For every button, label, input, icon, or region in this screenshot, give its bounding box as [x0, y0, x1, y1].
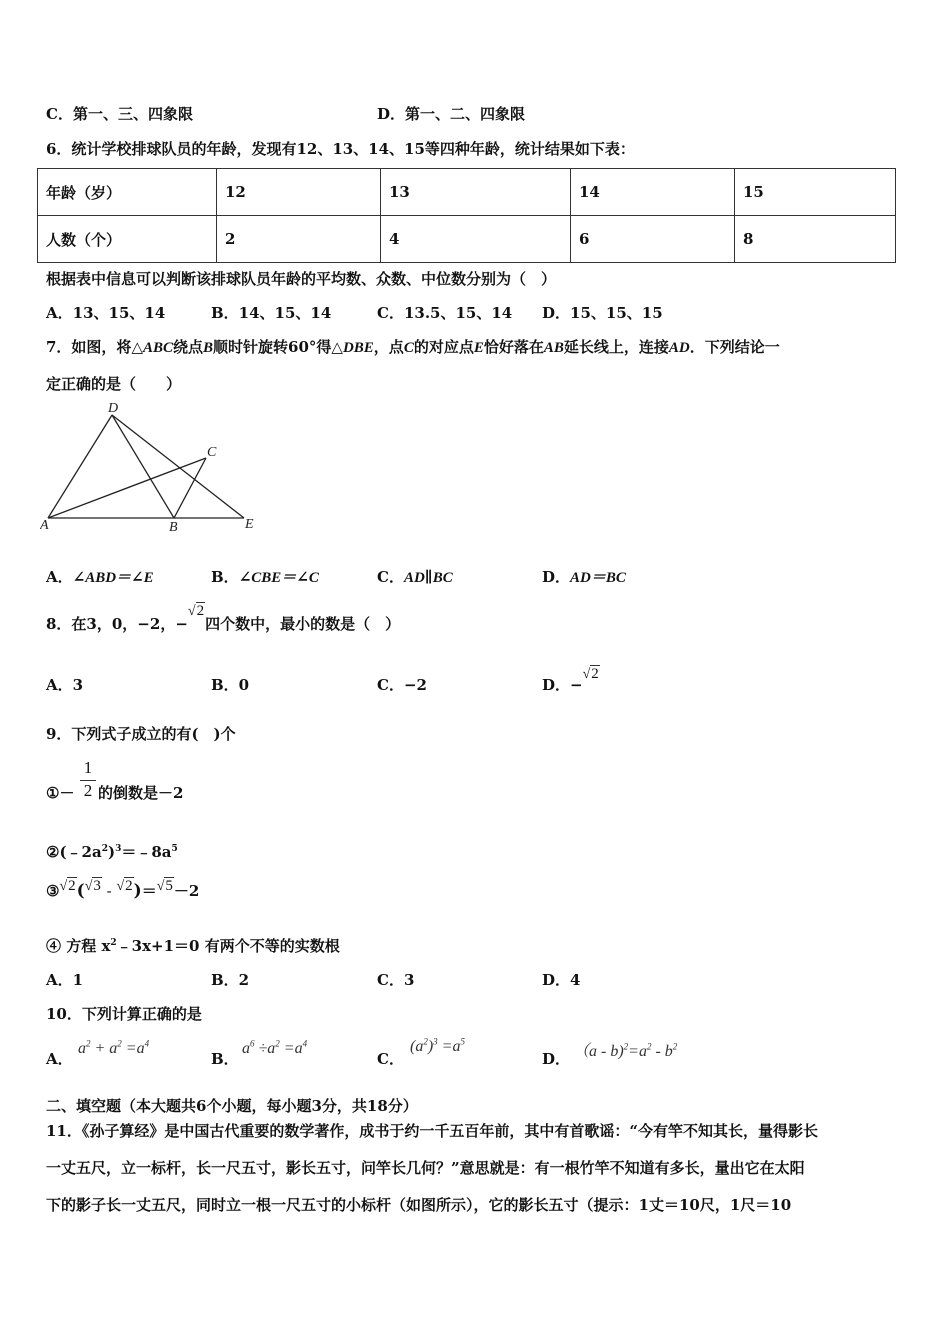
sqrt-expression — [583, 666, 600, 683]
radical-sign: √ — [582, 667, 591, 682]
sqrt-expression — [116, 878, 133, 895]
q9-fraction — [80, 758, 96, 801]
text: ④ 方程 x — [46, 937, 111, 955]
text: ﹣3x+1＝0 有两个不等的实数根 — [116, 937, 340, 955]
q7-option-a — [46, 566, 154, 587]
option-letter: B． — [211, 568, 239, 586]
text: ②(﹣2a — [46, 843, 102, 861]
q10-option-a-label: A． — [46, 1050, 73, 1068]
radical-sign: √ — [187, 604, 196, 619]
q10-option-a-formula: $a^2 + a^2 =a^4$ — [78, 1038, 150, 1057]
text: 恰好落在 — [483, 338, 544, 356]
radicand: 3 — [93, 878, 101, 894]
text: ③ — [46, 882, 60, 900]
open-paren: ( — [76, 881, 85, 901]
table-row — [38, 216, 896, 263]
q11-line-1: 11．《孙子算经》是中国古代重要的数学著作，成书于约一千五百年前，其中有首歌谣：“今有竿不知其长，量得影长 — [46, 1122, 819, 1140]
q7-geometry-figure — [40, 398, 262, 538]
math-text: B — [203, 340, 214, 356]
math-text: AD — [668, 340, 690, 356]
q10-option-c-formula: $(a^2)^3 =a^5$ — [410, 1036, 465, 1055]
q6-stem: 6．统计学校排球队员的年龄，发现有12、13、14、15等四种年龄，统计结果如下表： — [46, 140, 635, 158]
table-cell: 6 — [571, 216, 735, 263]
q9-statement-1-prefix: ①－ — [46, 784, 75, 802]
table-cell: 4 — [381, 216, 571, 263]
q9-option-b: B．2 — [211, 971, 250, 989]
segment-ac — [48, 458, 206, 518]
table-cell: 12 — [217, 169, 381, 216]
exponent: 5 — [171, 844, 178, 854]
text: －2 — [173, 882, 200, 900]
text: ．下列结论一 — [689, 338, 780, 356]
option-letter: C． — [377, 568, 404, 586]
segment-ad — [48, 415, 112, 518]
q6-option-d: D．15、15、15 — [542, 304, 663, 322]
text: 的对应点 — [413, 338, 474, 356]
q8-stem — [46, 603, 401, 634]
math-text: E — [473, 340, 484, 356]
q7-stem — [46, 336, 780, 357]
radicand: 2 — [196, 603, 205, 619]
fraction-denominator: 2 — [80, 780, 96, 801]
q10-option-d-formula: $(a - b)^2=a^2 - b^2$ — [573, 1041, 678, 1060]
math-text: AB — [543, 340, 564, 356]
q5-option-c: C．第一、三、四象限 — [46, 105, 193, 123]
q8-option-a: A．3 — [46, 676, 84, 694]
q11-line-3: 下的影子长一丈五尺，同时立一根一尺五寸的小标杆（如图所示），它的影长五寸（提示：1丈＝10尺，1尺＝10 — [46, 1196, 792, 1214]
close-paren: ) — [133, 881, 142, 901]
radical-sign: √ — [84, 879, 93, 894]
option-text: ∠ABD＝∠E — [72, 570, 154, 586]
section-2-title: 二、填空题（本大题共6个小题，每小题3分，共18分） — [46, 1097, 418, 1115]
option-text: D．− — [542, 676, 583, 694]
q10-stem: 10．下列计算正确的是 — [46, 1005, 202, 1023]
exponent: 3 — [115, 844, 122, 854]
table-cell: 2 — [217, 216, 381, 263]
math-text: ABC — [142, 340, 173, 356]
math-text: C — [403, 340, 414, 356]
sqrt-expression — [188, 603, 205, 620]
sqrt-expression — [85, 878, 102, 895]
table-cell: 8 — [735, 216, 896, 263]
text: 顺时针旋转60°得△ — [213, 338, 343, 356]
q9-statement-2 — [46, 841, 178, 862]
minus-sign: - — [101, 882, 117, 900]
equals-sign: ＝ — [141, 882, 157, 900]
q6-option-c: C．13.5、15、14 — [377, 304, 513, 322]
text: ，点 — [373, 338, 404, 356]
option-text: ∠CBE＝∠C — [238, 570, 319, 586]
segment-db — [112, 415, 174, 518]
exponent: 2 — [101, 844, 108, 854]
q7-option-b — [211, 566, 319, 587]
radical-sign: √ — [156, 879, 165, 894]
q7-option-c — [377, 566, 453, 587]
q10-option-b-label: B． — [211, 1050, 239, 1068]
radicand: 5 — [165, 878, 173, 894]
math-text: DBE — [342, 340, 374, 356]
radicand: 2 — [68, 878, 76, 894]
table-cell: 13 — [381, 169, 571, 216]
fraction-numerator: 1 — [83, 758, 93, 777]
exponent: 2 — [110, 938, 117, 948]
text: ) — [107, 843, 116, 861]
q6-question: 根据表中信息可以判断该排球队员年龄的平均数、众数、中位数分别为（ ） — [46, 270, 557, 288]
q6-option-b: B．14、15、14 — [211, 304, 332, 322]
table-cell: 14 — [571, 169, 735, 216]
text: 绕点 — [173, 338, 204, 356]
option-letter: D． — [542, 568, 571, 586]
q10-option-c-label: C． — [377, 1050, 404, 1068]
q9-statement-4 — [46, 935, 340, 956]
text: 延长线上，连接 — [563, 338, 669, 356]
option-letter: A． — [46, 568, 73, 586]
text: 四个数中，最小的数是（ ） — [205, 615, 401, 633]
table-cell: 15 — [735, 169, 896, 216]
text: ＝﹣8a — [121, 843, 172, 861]
q7-option-d — [542, 566, 626, 587]
radical-sign: √ — [116, 879, 125, 894]
q9-statement-3 — [46, 880, 199, 901]
q9-option-c: C．3 — [377, 971, 415, 989]
table-row — [38, 169, 896, 216]
radicand: 2 — [125, 878, 133, 894]
table-cell: 年龄（岁） — [38, 169, 217, 216]
label-a: A — [40, 518, 49, 533]
label-b: B — [169, 520, 178, 535]
q5-option-d: D．第一、二、四象限 — [377, 105, 526, 123]
q10-option-d-label: D． — [542, 1050, 571, 1068]
segment-de — [112, 415, 244, 518]
q9-stem: 9．下列式子成立的有( )个 — [46, 725, 236, 743]
label-d: D — [108, 401, 119, 416]
label-c: C — [207, 445, 217, 460]
sqrt-expression — [157, 878, 174, 895]
q9-option-d: D．4 — [542, 971, 581, 989]
q9-statement-1-suffix: 的倒数是－2 — [98, 784, 184, 802]
option-text: AD∥BC — [403, 570, 453, 586]
radicand: 2 — [591, 666, 599, 682]
q8-option-b: B．0 — [211, 676, 250, 694]
sqrt-expression — [59, 878, 76, 895]
text: 7．如图，将△ — [46, 338, 143, 356]
q10-option-b-formula: $a^6 \div a^2 =a^4$ — [242, 1038, 308, 1057]
radical-sign: √ — [59, 879, 68, 894]
q6-option-a: A．13、15、14 — [46, 304, 166, 322]
table-cell: 人数（个） — [38, 216, 217, 263]
option-text: AD＝BC — [570, 570, 626, 586]
q11-line-2: 一丈五尺，立一标杆，长一尺五寸，影长五寸，问竿长几何？”意思就是：有一根竹竿不知道有多长，量出它在太阳 — [46, 1159, 805, 1177]
text: 8．在3，0，−2，− — [46, 615, 188, 633]
q6-age-table — [37, 168, 896, 263]
label-e: E — [245, 517, 254, 532]
q9-option-a: A．1 — [46, 971, 84, 989]
q8-option-d — [542, 666, 600, 695]
q7-stem-line2: 定正确的是（ ） — [46, 375, 182, 393]
q8-option-c: C．−2 — [377, 676, 427, 694]
